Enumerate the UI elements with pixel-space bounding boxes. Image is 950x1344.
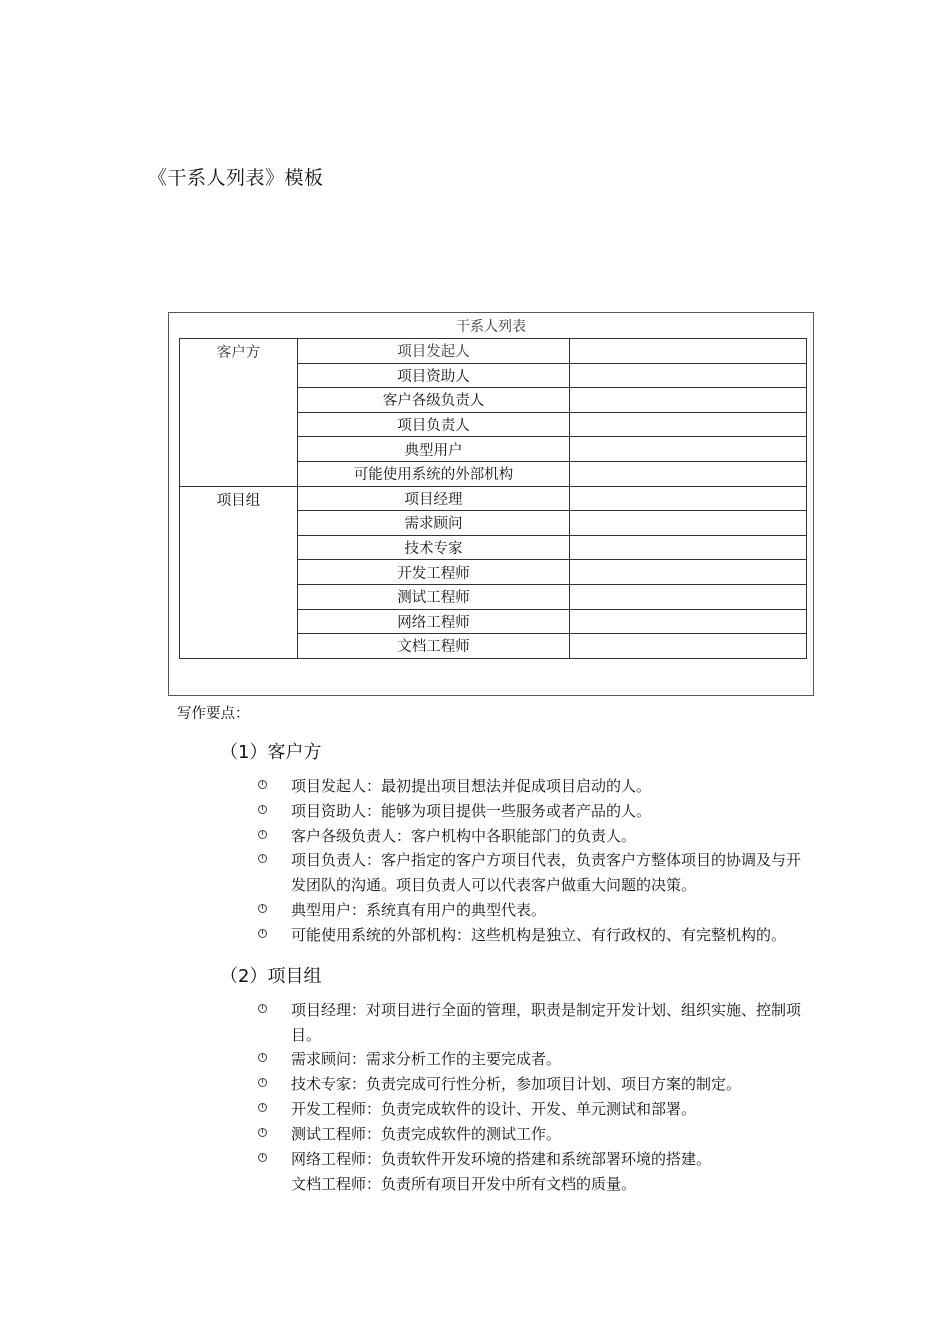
group-cell: 项目组 [180,486,298,658]
list-item-text: 项目负责人：客户指定的客户方项目代表，负责客户方整体项目的协调及与开发团队的沟通。项目负责人可以代表客户做重大问题的决策。 [291,851,802,894]
list-item-text: 可能使用系统的外部机构：这些机构是独立、有行政权的、有完整机构的。 [291,926,787,944]
role-cell: 开发工程师 [298,560,570,585]
role-cell: 项目发起人 [298,339,570,364]
clock-bullet-icon [258,805,267,814]
stakeholder-table [179,338,807,659]
clock-bullet-icon [258,1053,267,1062]
list-item-text: 开发工程师：负责完成软件的设计、开发、单元测试和部署。 [291,1100,697,1118]
role-cell: 典型用户 [298,437,570,462]
list-item-text: 项目经理：对项目进行全面的管理，职责是制定开发计划、组织实施、控制项目。 [291,1001,802,1044]
list-item-text: 项目资助人：能够为项目提供一些服务或者产品的人。 [291,802,652,820]
empty-cell [570,560,807,585]
role-cell: 项目资助人 [298,363,570,388]
group-cell: 客户方 [180,339,298,487]
table-row [180,486,807,511]
role-cell: 可能使用系统的外部机构 [298,461,570,486]
empty-cell [570,535,807,560]
section-heading-client: （1）客户方 [220,742,322,763]
empty-cell [570,511,807,536]
empty-cell [570,388,807,413]
role-cell: 测试工程师 [298,584,570,609]
list-item-text: 文档工程师：负责所有项目开发中所有文档的质量。 [291,1175,637,1193]
empty-cell [570,486,807,511]
clock-bullet-icon [258,1004,267,1013]
section-heading-project-team: （2）项目组 [220,966,322,987]
document-title: 《干系人列表》模板 [148,167,324,189]
clock-bullet-icon [258,904,267,913]
role-cell: 技术专家 [298,535,570,560]
clock-bullet-icon [258,1103,267,1112]
clock-bullet-icon [258,1128,267,1137]
list-item-text: 典型用户：系统真有用户的典型代表。 [291,901,547,919]
list-item-text: 技术专家：负责完成可行性分析，参加项目计划、项目方案的制定。 [291,1075,742,1093]
role-cell: 客户各级负责人 [298,388,570,413]
role-cell: 网络工程师 [298,609,570,634]
table-row [180,339,807,364]
role-cell: 项目负责人 [298,412,570,437]
role-cell: 项目经理 [298,486,570,511]
list-item-text: 项目发起人：最初提出项目想法并促成项目启动的人。 [291,777,652,795]
stakeholder-table-frame [168,312,814,696]
clock-bullet-icon [258,929,267,938]
table-caption: 干系人列表 [456,319,526,335]
empty-cell [570,461,807,486]
empty-cell [570,412,807,437]
clock-bullet-icon [258,1078,267,1087]
empty-cell [570,363,807,388]
empty-cell [570,584,807,609]
notes-title: 写作要点： [177,706,250,722]
empty-cell [570,634,807,659]
list-item-text: 网络工程师：负责软件开发环境的搭建和系统部署环境的搭建。 [291,1150,712,1168]
list-item-text: 客户各级负责人：客户机构中各职能部门的负责人。 [291,827,637,845]
list-item-text: 测试工程师：负责完成软件的测试工作。 [291,1125,562,1143]
list-item-text: 需求顾问：需求分析工作的主要完成者。 [291,1050,562,1068]
empty-cell [570,339,807,364]
clock-bullet-icon [258,780,267,789]
empty-cell [570,437,807,462]
role-cell: 文档工程师 [298,634,570,659]
clock-bullet-icon [258,1153,267,1162]
clock-bullet-icon [258,830,267,839]
role-cell: 需求顾问 [298,511,570,536]
clock-bullet-icon [258,854,267,863]
empty-cell [570,609,807,634]
